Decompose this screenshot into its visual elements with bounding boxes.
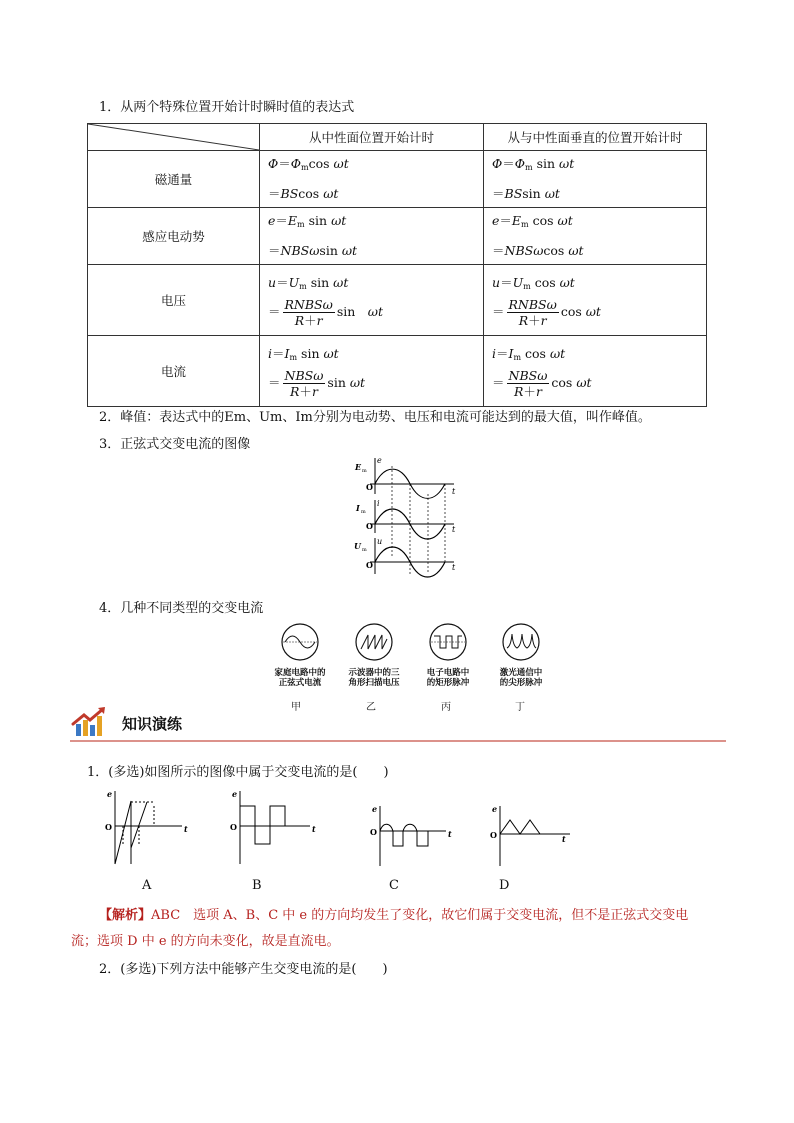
question-1-option-a: A (142, 878, 152, 893)
ac-type-caption: 示波器中的三 角形扫描电压 (348, 668, 400, 688)
practice-section-title: 知识演练 (122, 715, 183, 733)
section3-heading: 3．正弦式交变电流的图像 (99, 437, 251, 452)
svg-text:m: m (362, 468, 367, 474)
ac-type-caption: 电子电路中 的矩形脉冲 (426, 668, 470, 688)
expression-table (87, 123, 707, 407)
svg-text:e: e (107, 789, 113, 799)
ac-type-tag: 丁 (515, 702, 525, 713)
ac-type-tag: 乙 (366, 702, 376, 713)
svg-text:u: u (377, 537, 383, 546)
section4-heading: 4．几种不同类型的交变电流 (99, 601, 264, 616)
table-col-header-perpendicular: 从与中性面垂直的位置开始计时 (484, 124, 707, 151)
svg-text:m: m (362, 547, 367, 553)
cell-voltage-neutral: $u=U_m$ sin ωt ＝ $\frac{\text{RNBSω}}{R+r}$ sin ωt (260, 265, 484, 336)
question-1-stem: 1．(多选)如图所示的图像中属于交变电流的是( ) (87, 765, 389, 780)
row-label-current: 电流 (88, 336, 260, 407)
analysis-line-1: ABC 选项 A、B、C 中 e 的方向均发生了变化，故它们属于交变电流，但不是正弦式交变电 (151, 908, 689, 923)
section1-heading: 1．从两个特殊位置开始计时瞬时值的表达式 (99, 100, 355, 115)
cell-flux-neutral: $\Phi=\Phi_m\cos$ ωt ＝BScos ωt (260, 151, 484, 208)
svg-text:t: t (452, 525, 456, 534)
cell-emf-neutral: $e=E_m$ sin ωt ＝NBSωsin ωt (260, 208, 484, 265)
svg-text:t: t (184, 824, 188, 834)
question-1-option-d: D (499, 878, 510, 893)
svg-text:i: i (377, 499, 380, 508)
table-diagonal-header (88, 124, 260, 151)
chart-growth-icon (70, 706, 112, 738)
cell-voltage-perpendicular: $u=U_m$ cos ωt ＝ $\frac{\text{RNBSω}}{R+r}$ cos ωt (484, 265, 707, 336)
cell-current-neutral: $i=I_m$ sin ωt ＝ $\frac{\text{NBSω}}{R+r}$ sin ωt (260, 336, 484, 407)
svg-text:e: e (372, 804, 378, 814)
question-2-stem: 2．(多选)下列方法中能够产生交变电流的是( ) (99, 962, 388, 977)
ac-type-caption: 家庭电路中的 正弦式电流 (274, 668, 326, 688)
question-1-option-c: C (389, 878, 399, 893)
sawtooth-wave-icon (354, 622, 394, 662)
row-label-voltage: 电压 (88, 265, 260, 336)
analysis-tag: 【解析】 (99, 908, 152, 923)
svg-text:t: t (452, 563, 456, 572)
svg-text:e: e (377, 456, 382, 465)
row-label-emf: 感应电动势 (88, 208, 260, 265)
question-1-analysis (99, 904, 688, 923)
question-1-graphs (100, 786, 580, 881)
svg-text:e: e (492, 804, 498, 814)
cell-flux-perpendicular: $\Phi=\Phi_m$ sin ωt ＝BSsin ωt (484, 151, 707, 208)
svg-text:O: O (370, 827, 377, 837)
square-pulse-icon (428, 622, 468, 662)
svg-text:O: O (366, 482, 373, 492)
analysis-line-2: 流；选项 D 中 e 的方向未变化，故是直流电。 (71, 934, 340, 949)
question-1-option-b: B (252, 878, 262, 893)
svg-text:O: O (105, 822, 112, 832)
svg-text:I: I (356, 503, 360, 513)
ac-type-tag: 丙 (441, 702, 451, 713)
table-col-header-neutral: 从中性面位置开始计时 (260, 124, 484, 151)
svg-text:e: e (232, 789, 238, 799)
sine-wave-icon (280, 622, 320, 662)
spike-pulse-icon (501, 622, 541, 662)
svg-text:t: t (562, 834, 566, 844)
svg-text:O: O (490, 830, 497, 840)
section2-peak-text: 2．峰值：表达式中的Em、Um、Im分别为电动势、电压和电流可能达到的最大值，叫作峰值。 (99, 410, 651, 425)
svg-text:E: E (355, 462, 362, 472)
svg-text:t: t (312, 824, 316, 834)
svg-text:t: t (452, 487, 456, 496)
svg-text:U: U (354, 541, 361, 551)
sine-graphs-figure (350, 456, 465, 580)
svg-text:O: O (230, 822, 237, 832)
svg-text:O: O (366, 521, 373, 531)
ac-types-figure (266, 622, 556, 714)
ac-type-tag: 甲 (291, 702, 301, 713)
cell-emf-perpendicular: $e=E_m$ cos ωt ＝NBSωcos ωt (484, 208, 707, 265)
svg-text:m: m (361, 509, 366, 515)
svg-text:O: O (366, 560, 373, 570)
svg-text:t: t (448, 829, 452, 839)
ac-type-caption: 激光通信中 的尖形脉冲 (499, 668, 543, 688)
cell-current-perpendicular: $i=I_m$ cos ωt ＝ $\frac{\text{NBSω}}{R+r}$ cos ωt (484, 336, 707, 407)
row-label-flux: 磁通量 (88, 151, 260, 208)
section-divider (70, 740, 726, 742)
